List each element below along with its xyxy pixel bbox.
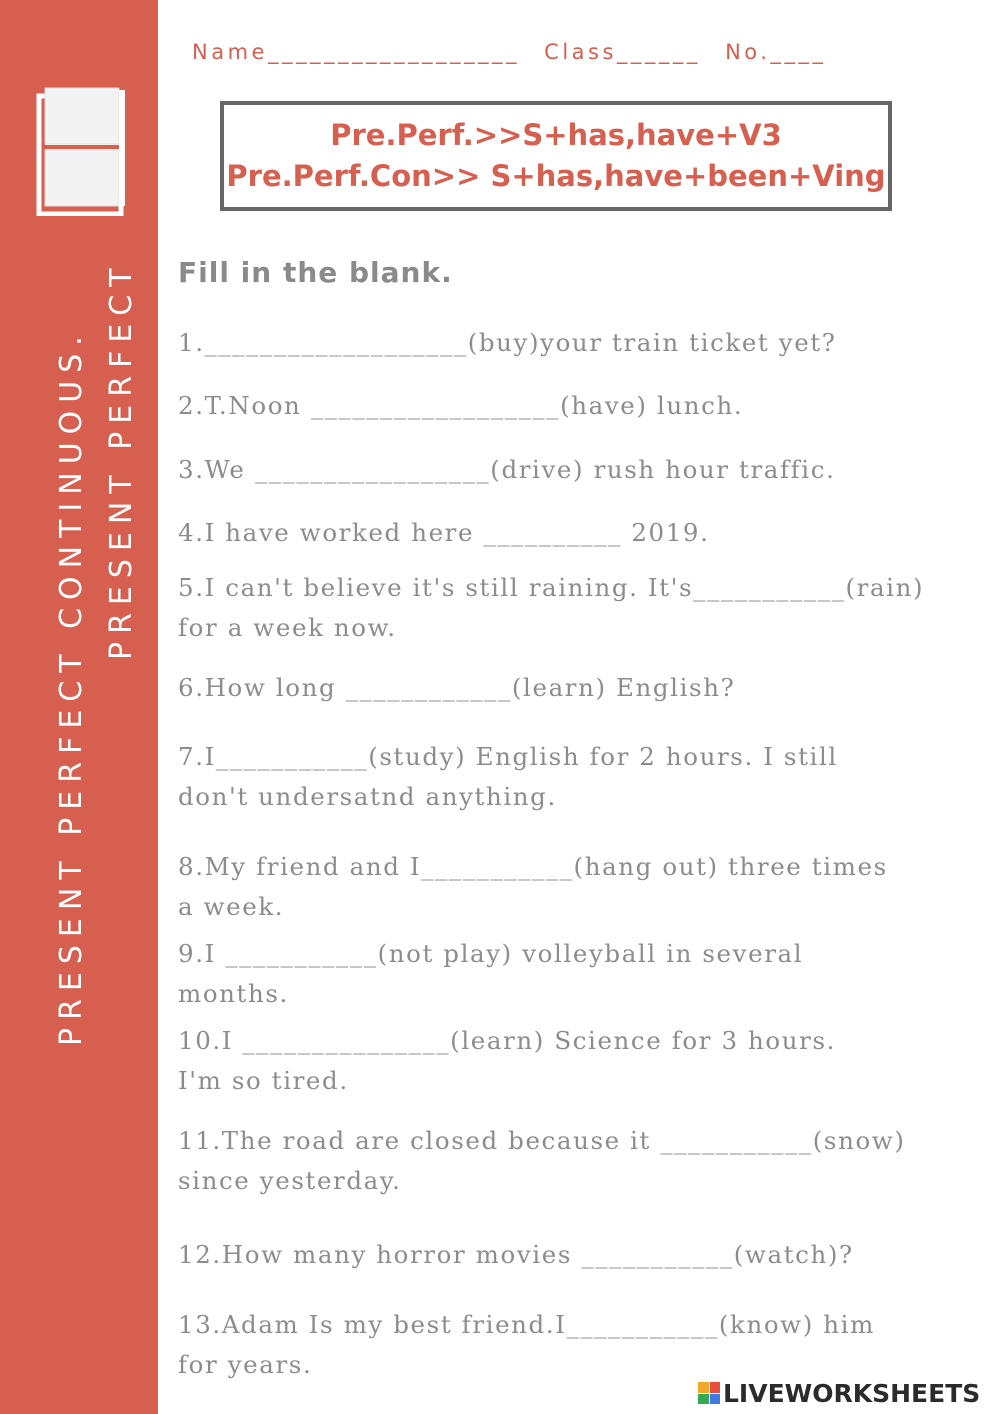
question-text-continued: for a week now. <box>178 613 397 642</box>
question-11[interactable] <box>178 1121 978 1201</box>
question-3[interactable] <box>178 450 978 490</box>
logo-text: LIVEWORKSHEETS <box>723 1378 981 1408</box>
question-text: 10.I _______________(learn) Science for 3 hours. <box>178 1026 837 1055</box>
logo-square-1 <box>698 1382 709 1393</box>
student-info-header <box>192 40 960 64</box>
question-text: 3.We _________________(drive) rush hour traffic. <box>178 455 836 484</box>
logo-square-2 <box>710 1382 721 1393</box>
book-icon <box>35 84 129 216</box>
logo-square-3 <box>698 1394 709 1405</box>
formula-present-perfect-continuous: Pre.Perf.Con>> S+has,have+been+Ving <box>226 159 886 193</box>
question-8[interactable] <box>178 847 978 927</box>
question-text: 7.I___________(study) English for 2 hours. I still <box>178 742 838 771</box>
number-field[interactable]: No.____ <box>725 40 827 64</box>
question-text: 12.How many horror movies ___________(watch)? <box>178 1240 854 1269</box>
question-text-continued: a week. <box>178 892 285 921</box>
question-5[interactable] <box>178 568 978 648</box>
question-7[interactable] <box>178 737 978 817</box>
formula-box <box>220 101 892 211</box>
question-text-continued: since yesterday. <box>178 1166 402 1195</box>
question-2[interactable] <box>178 386 978 426</box>
logo-square-4 <box>710 1394 721 1405</box>
question-text: 6.How long ____________(learn) English? <box>178 673 736 702</box>
question-9[interactable] <box>178 934 978 1014</box>
question-6[interactable] <box>178 668 978 708</box>
question-text-continued: for years. <box>178 1350 313 1379</box>
question-text: 5.I can't believe it's still raining. It's___________(rain) <box>178 573 925 602</box>
question-text: 11.The road are closed because it ___________(snow) <box>178 1126 906 1155</box>
name-field[interactable]: Name__________________ <box>192 40 520 64</box>
class-field[interactable]: Class______ <box>544 40 701 64</box>
question-text: 2.T.Noon __________________(have) lunch. <box>178 391 744 420</box>
question-text: 8.My friend and I___________(hang out) three times <box>178 852 888 881</box>
question-text: 9.I ___________(not play) volleyball in several <box>178 939 804 968</box>
formula-present-perfect: Pre.Perf.>>S+has,have+V3 <box>330 118 782 152</box>
question-text-continued: months. <box>178 979 289 1008</box>
instruction-heading: Fill in the blank. <box>178 256 453 289</box>
question-text: 1.___________________(buy)your train ticket yet? <box>178 328 837 357</box>
liveworksheets-logo[interactable] <box>698 1378 980 1408</box>
question-text: 4.I have worked here __________ 2019. <box>178 518 710 547</box>
sidebar-title-primary: PRESENT PERFECT CONTINUOUS. <box>54 328 89 1046</box>
sidebar <box>0 0 158 1414</box>
liveworksheets-logo-icon <box>698 1382 720 1404</box>
question-10[interactable] <box>178 1021 978 1101</box>
sidebar-title-secondary: PRESENT PERFECT <box>104 260 139 660</box>
question-4[interactable] <box>178 513 978 553</box>
question-13[interactable] <box>178 1305 978 1385</box>
question-text-continued: I'm so tired. <box>178 1066 349 1095</box>
question-text-continued: don't undersatnd anything. <box>178 782 557 811</box>
question-12[interactable] <box>178 1235 978 1275</box>
question-1[interactable] <box>178 323 978 363</box>
question-text: 13.Adam Is my best friend.I___________(know) him <box>178 1310 875 1339</box>
